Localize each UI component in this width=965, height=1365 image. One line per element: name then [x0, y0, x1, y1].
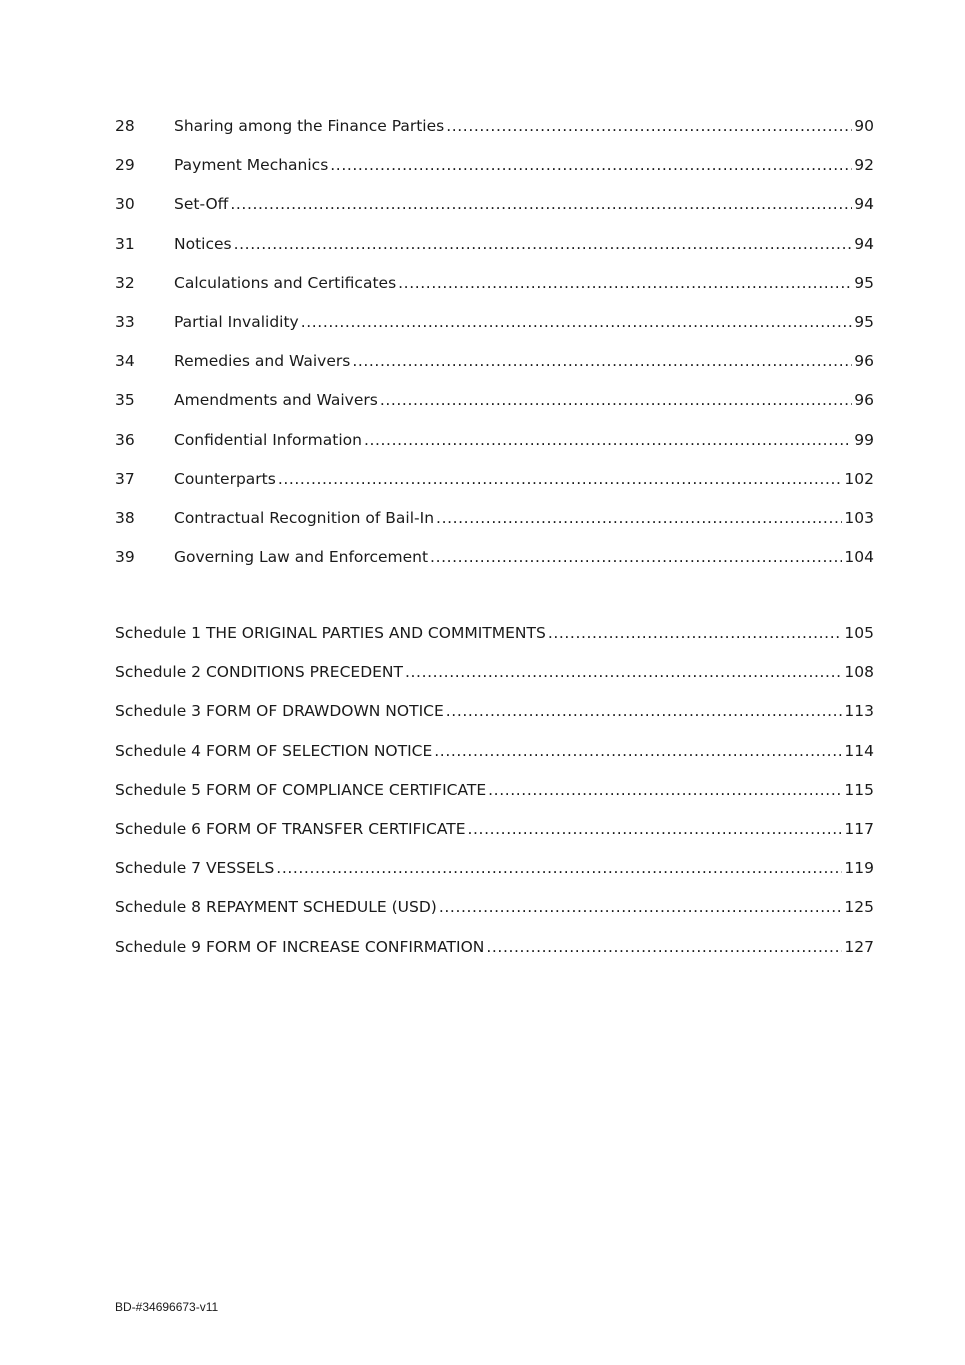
- schedule-page-number: 114: [844, 741, 874, 760]
- toc-clauses-list: [115, 113, 874, 583]
- toc-clause-row[interactable]: [115, 113, 874, 152]
- clause-page-number: 94: [854, 195, 874, 214]
- schedule-title: Schedule 1 THE ORIGINAL PARTIES AND COMMITMENTS: [115, 624, 546, 642]
- clause-number: 36: [115, 430, 135, 449]
- schedule-page-number: 108: [844, 663, 874, 682]
- schedule-page-number: 125: [844, 898, 874, 917]
- schedule-title: Schedule 3 FORM OF DRAWDOWN NOTICE: [115, 702, 444, 721]
- dot-leader: [439, 894, 843, 920]
- clause-title: Confidential Information: [174, 430, 362, 449]
- schedule-title: Schedule 8 REPAYMENT SCHEDULE (USD): [115, 898, 437, 917]
- dot-leader: [276, 855, 842, 881]
- dot-leader: [430, 544, 842, 570]
- clause-number: 29: [115, 156, 135, 175]
- clause-page-number: 96: [854, 352, 874, 371]
- dot-leader: [352, 348, 852, 374]
- dot-leader: [468, 816, 843, 842]
- schedule-title: Schedule 4 FORM OF SELECTION NOTICE: [115, 741, 433, 760]
- toc-schedule-row[interactable]: [115, 620, 874, 659]
- clause-title: Calculations and Certificates: [174, 273, 397, 292]
- toc-schedule-row[interactable]: [115, 816, 874, 855]
- clause-number: 39: [115, 548, 135, 567]
- toc-clause-row[interactable]: [115, 191, 874, 230]
- schedule-title: Schedule 5 FORM OF COMPLIANCE CERTIFICATE: [115, 780, 487, 799]
- clause-page-number: 102: [844, 469, 874, 488]
- clause-title: Amendments and Waivers: [174, 391, 378, 410]
- dot-leader: [234, 231, 853, 257]
- clause-number: 32: [115, 273, 135, 292]
- toc-clause-row[interactable]: [115, 270, 874, 309]
- toc-schedule-row[interactable]: [115, 659, 874, 698]
- clause-number: 34: [115, 352, 135, 371]
- dot-leader: [330, 152, 852, 178]
- clause-page-number: 103: [844, 508, 874, 527]
- clause-number: 35: [115, 391, 135, 410]
- clause-number: 30: [115, 195, 135, 214]
- clause-title: Notices: [174, 234, 232, 253]
- schedule-page-number: 127: [844, 937, 874, 956]
- clause-title: Payment Mechanics: [174, 156, 329, 175]
- toc-clause-row[interactable]: [115, 348, 874, 387]
- toc-schedule-row[interactable]: [115, 855, 874, 894]
- toc-clause-row[interactable]: [115, 387, 874, 426]
- clause-number: 28: [115, 117, 135, 135]
- clause-title: Set-Off: [174, 195, 229, 214]
- clause-number: 31: [115, 234, 135, 253]
- clause-page-number: 95: [854, 312, 874, 331]
- schedule-page-number: 105: [844, 624, 874, 642]
- clause-page-number: 104: [844, 548, 874, 567]
- clause-number: 38: [115, 508, 135, 527]
- clause-page-number: 95: [854, 273, 874, 292]
- dot-leader: [405, 659, 842, 685]
- schedule-title: Schedule 7 VESSELS: [115, 859, 275, 878]
- clause-number: 37: [115, 469, 135, 488]
- clause-title: Counterparts: [174, 469, 276, 488]
- dot-leader: [446, 698, 843, 724]
- dot-leader: [230, 191, 852, 217]
- clause-title: Remedies and Waivers: [174, 352, 351, 371]
- toc-schedule-row[interactable]: [115, 777, 874, 816]
- clause-title: Governing Law and Enforcement: [174, 548, 429, 567]
- clause-title: Contractual Recognition of Bail-In: [174, 508, 435, 527]
- clause-page-number: 94: [854, 234, 874, 253]
- toc-clause-row[interactable]: [115, 152, 874, 191]
- dot-leader: [488, 777, 842, 803]
- toc-clause-row[interactable]: [115, 427, 874, 466]
- clause-number: 33: [115, 312, 135, 331]
- toc-clause-row[interactable]: [115, 231, 874, 270]
- toc-clause-row[interactable]: [115, 544, 874, 583]
- dot-leader: [278, 466, 843, 492]
- dot-leader: [398, 270, 852, 296]
- dot-leader: [486, 934, 842, 960]
- dot-leader: [434, 738, 842, 764]
- clause-title: Sharing among the Finance Parties: [174, 117, 445, 135]
- schedule-title: Schedule 9 FORM OF INCREASE CONFIRMATION: [115, 937, 485, 956]
- schedule-page-number: 115: [844, 780, 874, 799]
- toc-schedule-row[interactable]: [115, 894, 874, 933]
- toc-schedule-row[interactable]: [115, 934, 874, 973]
- dot-leader: [548, 620, 843, 646]
- dot-leader: [436, 505, 842, 531]
- schedule-page-number: 119: [844, 859, 874, 878]
- clause-page-number: 90: [854, 117, 874, 135]
- toc-clause-row[interactable]: [115, 466, 874, 505]
- toc-schedules-list: [115, 620, 874, 973]
- clause-page-number: 99: [854, 430, 874, 449]
- dot-leader: [380, 387, 852, 413]
- schedule-title: Schedule 2 CONDITIONS PRECEDENT: [115, 663, 403, 682]
- toc-schedule-row[interactable]: [115, 698, 874, 737]
- dot-leader: [364, 427, 852, 453]
- clause-page-number: 92: [854, 156, 874, 175]
- clause-page-number: 96: [854, 391, 874, 410]
- toc-schedule-row[interactable]: [115, 738, 874, 777]
- schedule-page-number: 117: [844, 819, 874, 838]
- toc-clause-row[interactable]: [115, 309, 874, 348]
- document-reference: BD-#34696673-v11: [115, 1300, 219, 1314]
- schedule-page-number: 113: [844, 702, 874, 721]
- dot-leader: [301, 309, 853, 335]
- toc-clause-row[interactable]: [115, 505, 874, 544]
- schedule-title: Schedule 6 FORM OF TRANSFER CERTIFICATE: [115, 819, 466, 838]
- dot-leader: [446, 113, 852, 139]
- clause-title: Partial Invalidity: [174, 312, 299, 331]
